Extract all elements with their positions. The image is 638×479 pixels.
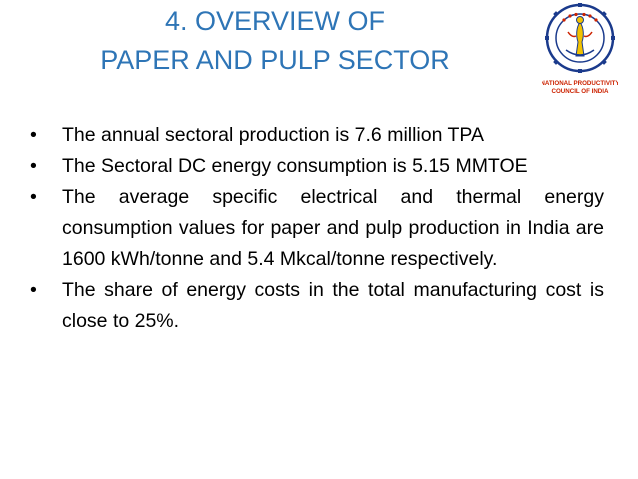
slide-title-line-1: 4. OVERVIEW OF [164,6,386,36]
logo-text-line-2: COUNCIL OF INDIA [551,88,609,95]
bullet-item [30,151,604,182]
bullet-item [30,275,604,337]
bullet-dot: • [30,155,37,177]
logo-text-line-1: NATIONAL PRODUCTIVITY [542,80,618,87]
npc-logo [542,2,618,102]
bullet-list [30,120,604,337]
bullet-dot: • [30,124,37,146]
bullet-text: The Sectoral DC energy consumption is 5.15 MMTOE [62,155,528,177]
bullet-dot: • [30,279,37,301]
bullet-dot: • [30,186,37,208]
bullet-text: The annual sectoral production is 7.6 million TPA [62,124,485,146]
bullet-item [30,120,604,151]
npc-emblem-icon [542,2,618,102]
bullet-text: The share of energy costs in the total manufacturing cost is close to 25%. [62,279,604,332]
bullet-item [30,182,604,275]
slide-title-line-2: PAPER AND PULP SECTOR [100,45,450,75]
slide-title [60,2,490,80]
bullet-text: The average specific electrical and thermal energy consumption values for paper and pulp production in India are 1600 kWh/tonne and 5.4 Mkcal/tonne respectively. [62,186,604,270]
